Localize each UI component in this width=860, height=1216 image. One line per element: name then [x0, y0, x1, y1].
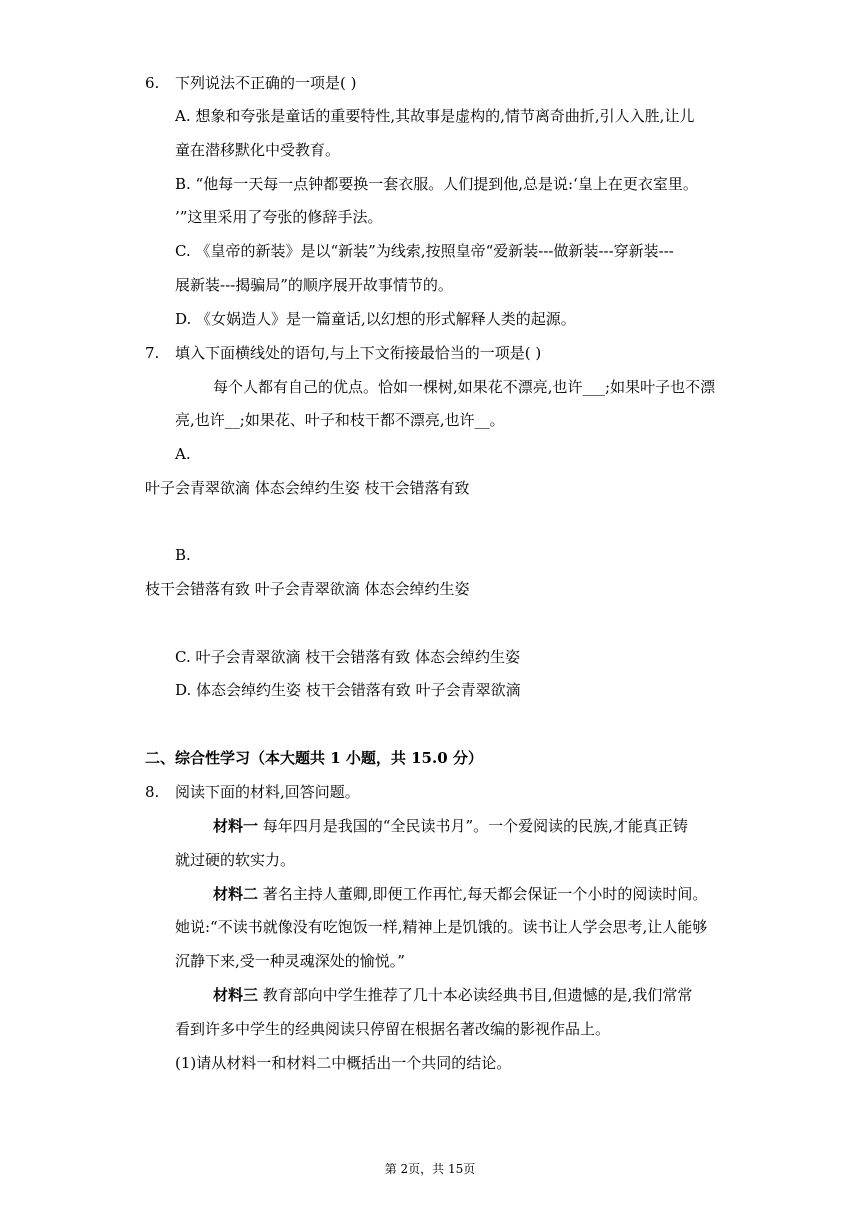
option-a: A. 想象和夸张是童话的重要特性,其故事是虚构的,情节离奇曲折,引人入胜,让儿 — [175, 107, 695, 125]
question-stem: 填入下面横线处的语句,与上下文衔接最恰当的一项是( ) — [175, 344, 542, 362]
material-1-label: 材料一 — [213, 817, 259, 835]
option-b: B. “他每一天每一点钟都要换一套衣服。人们提到他,总是说:‘皇上在更衣室里。 — [175, 175, 698, 193]
option-c-continued: 展新装---揭骗局”的顺序展开故事情节的。 — [175, 276, 453, 294]
passage: 每个人都有自己的优点。恰如一棵树,如果花不漂亮,也许___;如果叶子也不漂 — [213, 378, 716, 396]
option-b-continued: ’”这里采用了夸张的修辞手法。 — [175, 208, 383, 226]
question-stem: 阅读下面的材料,回答问题。 — [175, 783, 360, 801]
option-a-text: 叶子会青翠欲滴 体态会绰约生姿 枝干会错落有致 — [145, 479, 470, 497]
question-stem: 下列说法不正确的一项是( ) — [175, 74, 357, 92]
page-footer: 第 2页，共 15页 — [384, 1162, 476, 1176]
sub-question-1: (1)请从材料一和材料二中概括出一个共同的结论。 — [175, 1054, 512, 1072]
option-a-continued: 童在潜移默化中受教育。 — [175, 141, 341, 159]
option-d: D. 《女娲造人》是一篇童话,以幻想的形式解释人类的起源。 — [175, 310, 576, 328]
material-3-continued: 看到许多中学生的经典阅读只停留在根据名著改编的影视作品上。 — [175, 1020, 611, 1038]
option-d: D. 体态会绰约生姿 枝干会错落有致 叶子会青翠欲滴 — [175, 681, 521, 699]
passage-continued: 亮,也许__;如果花、叶子和枝干都不漂亮,也许__。 — [175, 411, 505, 429]
material-1-continued: 就过硬的软实力。 — [175, 851, 296, 869]
material-3-text: 教育部向中学生推荐了几十本必读经典书目,但遗憾的是,我们常常 — [258, 986, 693, 1004]
question-number: 6. — [145, 74, 160, 92]
material-2-text: 著名主持人董卿,即便工作再忙,每天都会保证一个小时的阅读时间。 — [258, 885, 708, 903]
option-b-label: B. — [175, 546, 191, 564]
question-number: 7. — [145, 344, 160, 362]
material-3 — [213, 985, 692, 1005]
section-heading: 二、综合性学习（本大题共 1 小题，共 15.0 分） — [145, 749, 483, 767]
material-2-continued: 她说:“不读书就像没有吃饱饭一样,精神上是饥饿的。读书让人学会思考,让人能够 — [175, 918, 708, 936]
option-a-label: A. — [175, 445, 191, 463]
material-3-label: 材料三 — [213, 986, 259, 1004]
material-1 — [213, 816, 688, 836]
question-number: 8. — [145, 783, 160, 801]
material-1-text: 每年四月是我国的“全民读书月”。一个爱阅读的民族,才能真正铸 — [258, 817, 688, 835]
option-b-text: 枝干会错落有致 叶子会青翠欲滴 体态会绰约生姿 — [145, 580, 470, 598]
material-2-label: 材料二 — [213, 885, 259, 903]
material-2 — [213, 884, 707, 904]
material-2-continued: 沉静下来,受一种灵魂深处的愉悦。” — [175, 952, 405, 970]
option-c: C. 叶子会青翠欲滴 枝干会错落有致 体态会绰约生姿 — [175, 648, 521, 666]
option-c: C. 《皇帝的新装》是以“新装”为线索,按照皇帝“爱新装---做新装---穿新装--- — [175, 242, 674, 260]
